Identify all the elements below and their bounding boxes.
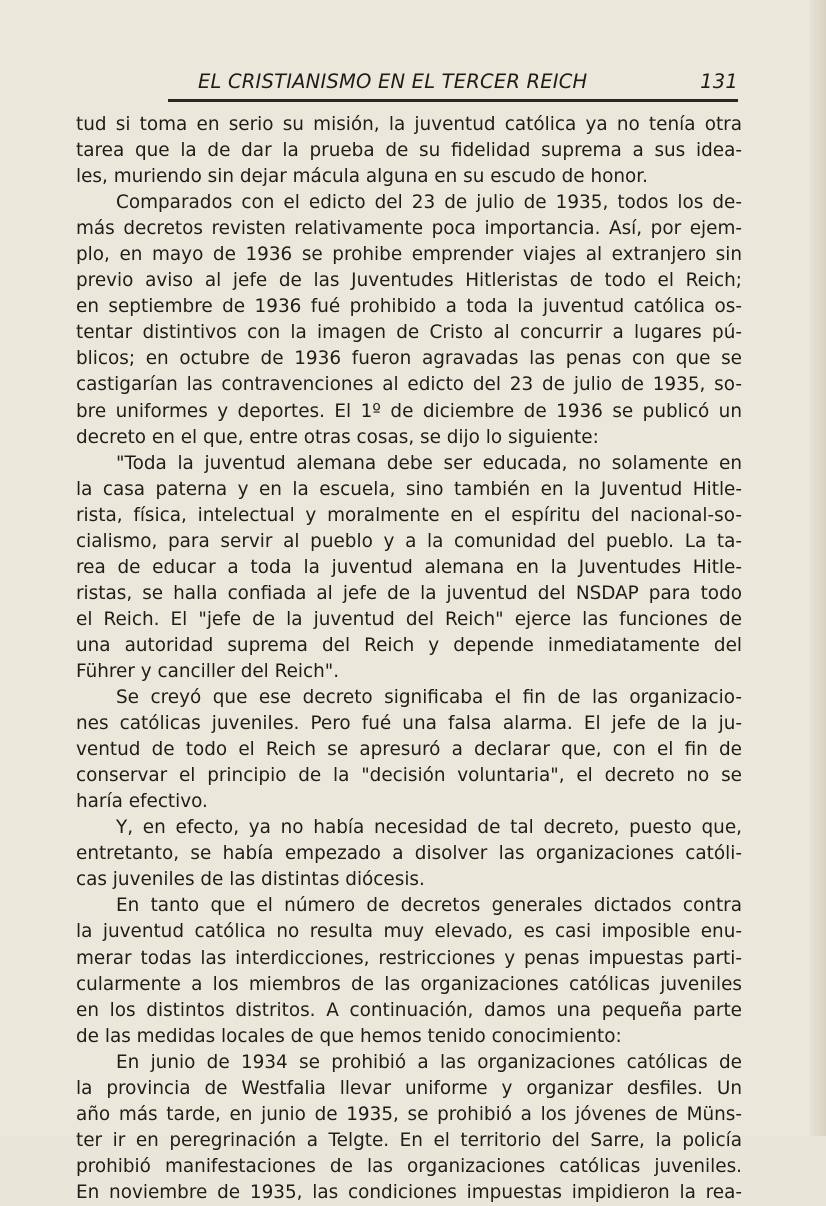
text-line: En noviembre de 1935, las condiciones impuestas impidieron la rea-: [76, 1181, 742, 1203]
text-line: en septiembre de 1936 fué prohibido a toda la juventud católica os-: [76, 296, 742, 318]
text-line: Comparados con el edicto del 23 de julio de 1935, todos los de-: [116, 192, 742, 214]
text-line: la provincia de Westfalia llevar uniforme y organizar desfiles. Un: [76, 1077, 742, 1099]
text-line: en los distintos distritos. A continuación, damos una pequeña parte: [76, 999, 742, 1021]
text-line: En junio de 1934 se prohibió a las organizaciones católicas de: [116, 1051, 742, 1073]
text-line: una autoridad suprema del Reich y depende inmediatamente del: [76, 634, 742, 656]
text-line: cas juveniles de las distintas diócesis.: [76, 869, 425, 891]
running-title: EL CRISTIANISMO EN EL TERCER REICH: [198, 70, 588, 93]
text-line: previo aviso al jefe de las Juventudes Hitleristas de todo el Reich;: [76, 270, 742, 292]
text-line: "Toda la juventud alemana debe ser educada, no solamente en: [116, 452, 742, 474]
text-line: Se creyó que ese decreto significaba el fin de las organizacio-: [116, 687, 742, 709]
text-line: tud si toma en serio su misión, la juventud católica ya no tenía otra: [76, 114, 742, 135]
text-line: merar todas las interdicciones, restricciones y penas impuestas parti-: [76, 947, 742, 969]
text-line: bre uniformes y deportes. El 1º de diciembre de 1936 se publicó un: [76, 400, 742, 422]
text-line: de las medidas locales de que hemos tenido conocimiento:: [76, 1025, 622, 1047]
text-line: Y, en efecto, ya no había necesidad de tal decreto, puesto que,: [116, 817, 742, 839]
text-line: más decretos revisten relativamente poca importancia. Así, por ejem-: [76, 218, 742, 240]
text-line: Führer y canciller del Reich".: [76, 660, 340, 682]
text-line: cularmente a los miembros de las organizaciones católicas juveniles: [76, 973, 742, 995]
page-edge-shadow: [810, 0, 826, 1136]
header-rule: [168, 99, 738, 102]
text-line: nes católicas juveniles. Pero fué una falsa alarma. El jefe de la ju-: [76, 713, 742, 735]
text-line: cialismo, para servir al pueblo y a la comunidad del pueblo. La ta-: [76, 530, 742, 552]
text-line: tarea que la de dar la prueba de su fidelidad suprema a sus idea-: [76, 140, 742, 162]
text-line: rea de educar a toda la juventud alemana en la Juventudes Hitle-: [76, 556, 742, 578]
text-line: les, muriendo sin dejar mácula alguna en su escudo de honor.: [76, 166, 649, 188]
text-line: blicos; en octubre de 1936 fueron agravadas las penas con que se: [76, 348, 742, 370]
text-line: conservar el principio de la "decisión voluntaria", el decreto no se: [76, 765, 742, 787]
running-header: [168, 66, 738, 96]
text-line: ventud de todo el Reich se apresuró a declarar que, con el fin de: [76, 739, 742, 761]
text-line: la juventud católica no resulta muy elevado, es casi imposible enu-: [76, 921, 742, 943]
text-line: haría efectivo.: [76, 791, 208, 813]
text-line: tentar distintivos con la imagen de Cristo al concurrir a lugares pú-: [76, 322, 742, 344]
text-line: año más tarde, en junio de 1935, se prohibió a los jóvenes de Müns-: [76, 1103, 742, 1125]
page-number: 131: [700, 70, 738, 93]
text-line: ristas, se halla confiada al jefe de la juventud del NSDAP para todo: [76, 582, 742, 604]
text-line: plo, en mayo de 1936 se prohibe emprender viajes al extranjero sin: [76, 244, 742, 266]
text-line: la casa paterna y en la escuela, sino también en la Juventud Hitle-: [76, 478, 742, 500]
text-line: En tanto que el número de decretos generales dictados contra: [116, 895, 742, 917]
text-line: rista, física, intelectual y moralmente en el espíritu del nacional-so-: [76, 504, 742, 526]
text-line: castigarían las contravenciones al edicto del 23 de julio de 1935, so-: [76, 374, 742, 396]
text-line: prohibió manifestaciones de las organizaciones católicas juveniles.: [76, 1155, 742, 1177]
body-text: [76, 112, 742, 1206]
text-line: ter ir en peregrinación a Telgte. En el territorio del Sarre, la policía: [76, 1129, 742, 1151]
text-line: entretanto, se había empezado a disolver las organizaciones católi-: [76, 843, 742, 865]
text-line: el Reich. El "jefe de la juventud del Reich" ejerce las funciones de: [76, 608, 742, 630]
text-line: decreto en el que, entre otras cosas, se dijo lo siguiente:: [76, 426, 599, 448]
